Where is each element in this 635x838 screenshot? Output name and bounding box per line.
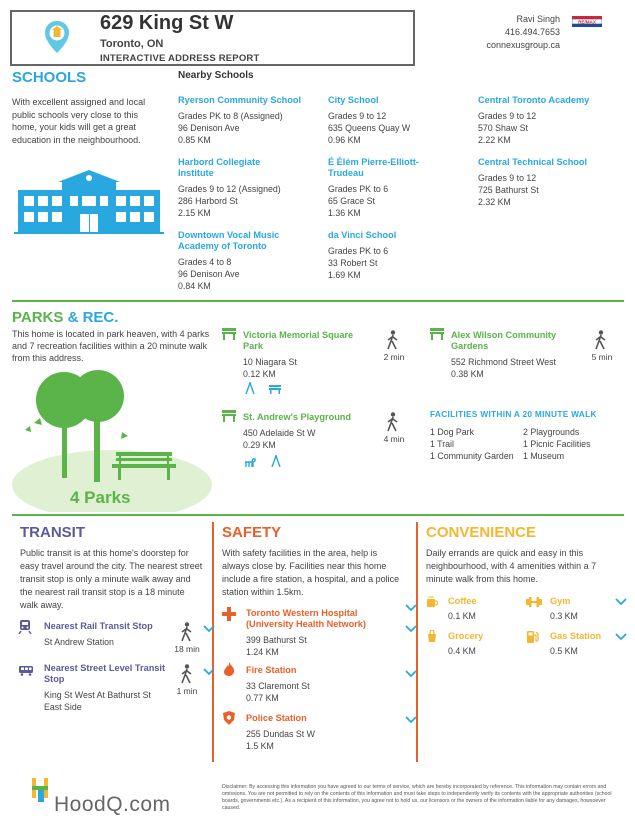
- amenity-distance: 0.1 KM: [448, 611, 476, 621]
- rail-stop-title[interactable]: Nearest Rail Transit Stop: [44, 621, 153, 631]
- park-icon: [222, 410, 236, 422]
- address-city: Toronto, ON: [100, 38, 164, 50]
- school-address: 286 Harbord St: [178, 196, 238, 206]
- street-walk-time: 1 min: [176, 686, 198, 696]
- school-grades: Grades 9 to 12: [478, 111, 537, 121]
- school-grades: Grades PK to 6: [328, 184, 389, 194]
- school-distance: 1.36 KM: [328, 208, 361, 218]
- park-icon: [430, 328, 444, 340]
- brokerage-logo-icon: [572, 14, 602, 30]
- amenity-name[interactable]: Gym: [550, 596, 571, 606]
- school-address: 635 Queens Quay W: [328, 123, 411, 133]
- park-name[interactable]: Victoria Memorial Square Park: [243, 330, 354, 351]
- school-name[interactable]: Harbord Collegiate Institute: [178, 157, 261, 178]
- safety-distance: 1.24 KM: [246, 647, 279, 657]
- street-stop-title[interactable]: Nearest Street Level Transit Stop: [44, 663, 166, 684]
- school-distance: 2.15 KM: [178, 208, 211, 218]
- safety-card[interactable]: [246, 665, 396, 704]
- dog-playground-icons: [243, 455, 283, 467]
- agent-phone[interactable]: 416.494.7653: [504, 27, 560, 37]
- park-address: 10 Niagara St: [243, 357, 297, 367]
- address-title: 629 King St W: [100, 12, 234, 34]
- section-divider: [12, 300, 624, 302]
- school-distance: 2.22 KM: [478, 135, 511, 145]
- chevron-down-icon[interactable]: [203, 625, 215, 633]
- school-address: 33 Robert St: [328, 258, 378, 268]
- convenience-title: CONVENIENCE: [426, 524, 537, 541]
- convenience-intro: Daily errands are quick and easy in this neighbourhood, with 4 amenities within a 7 minute walk from this home.: [426, 548, 597, 584]
- school-name[interactable]: City School: [328, 95, 379, 105]
- gas-station-icon: [527, 630, 539, 643]
- fire-icon: [223, 662, 235, 676]
- school-name[interactable]: Ryerson Community School: [178, 95, 302, 105]
- amenity-name[interactable]: Gas Station: [550, 631, 602, 641]
- school-card[interactable]: [478, 95, 618, 146]
- school-grades: Grades PK to 6: [328, 246, 389, 256]
- school-grades: Grades 9 to 12: [478, 173, 537, 183]
- street-stop-name: King St West At Bathurst St East Side: [44, 690, 151, 712]
- parks-title: [12, 309, 118, 326]
- safety-distance: 0.77 KM: [246, 693, 279, 703]
- school-card[interactable]: [178, 157, 298, 219]
- chevron-down-icon[interactable]: [615, 598, 627, 606]
- park-address: 450 Adelaide St W: [243, 428, 316, 438]
- chevron-down-icon[interactable]: [405, 625, 417, 633]
- playground-bench-icons: [245, 382, 283, 394]
- report-label: INTERACTIVE ADDRESS REPORT: [100, 53, 260, 64]
- park-name[interactable]: Alex Wilson Community Gardens: [451, 330, 557, 351]
- park-card[interactable]: [243, 412, 373, 451]
- facility-item: 1 Picnic Facilities: [523, 439, 591, 449]
- schools-intro: With excellent assigned and local public schools very close to this home, your kids will get a great education in the neighbourhood.: [12, 97, 146, 145]
- gym-icon: [526, 597, 542, 607]
- school-card[interactable]: [178, 95, 318, 146]
- school-card[interactable]: [328, 95, 458, 146]
- amenity-name[interactable]: Grocery: [448, 631, 484, 641]
- park-walk-time: 4 min: [383, 434, 405, 444]
- school-grades: Grades 9 to 12 (Assigned): [178, 184, 281, 194]
- school-distance: 1.69 KM: [328, 270, 361, 280]
- hospital-icon: [222, 607, 236, 621]
- school-name[interactable]: da Vinci School: [328, 230, 397, 240]
- street-stop-card[interactable]: [44, 663, 169, 713]
- police-badge-icon: [223, 711, 235, 725]
- parks-title-main: PARKS: [12, 309, 64, 326]
- school-name[interactable]: É Élém Pierre-Elliott-Trudeau: [328, 157, 419, 178]
- park-card[interactable]: [243, 330, 373, 380]
- walk-icon: [594, 330, 608, 350]
- school-address: 65 Grace St: [328, 196, 375, 206]
- amenity-card[interactable]: [448, 631, 483, 657]
- school-distance: 2.32 KM: [478, 197, 511, 207]
- chevron-down-icon[interactable]: [203, 668, 215, 676]
- parks-intro: This home is located in park heaven, with 4 parks and 7 recreation facilities within a 20 minute walk from this address.: [12, 329, 210, 363]
- safety-address: 33 Claremont St: [246, 681, 310, 691]
- school-name[interactable]: Central Toronto Academy: [478, 95, 590, 105]
- agent-name: Ravi Singh: [516, 14, 560, 24]
- chevron-down-icon[interactable]: [405, 716, 417, 724]
- walk-icon: [386, 412, 400, 432]
- school-address: 725 Bathurst St: [478, 185, 539, 195]
- hoodq-logo-icon: [30, 776, 54, 804]
- school-building-icon: [14, 168, 164, 234]
- facility-item: 1 Trail: [430, 439, 454, 449]
- school-address: 570 Shaw St: [478, 123, 528, 133]
- facility-item: 1 Community Garden: [430, 451, 514, 461]
- school-card[interactable]: [178, 230, 303, 292]
- facilities-title: FACILITIES WITHIN A 20 MINUTE WALK: [430, 409, 597, 419]
- chevron-down-icon[interactable]: [405, 604, 417, 612]
- school-card[interactable]: [478, 157, 618, 208]
- amenity-card[interactable]: [448, 596, 477, 622]
- facility-list-left: [430, 426, 525, 462]
- walk-icon: [386, 330, 400, 350]
- transit-title: TRANSIT: [20, 524, 85, 541]
- amenity-distance: 0.5 KM: [550, 646, 578, 656]
- parks-title-rec: & REC.: [63, 309, 119, 326]
- facility-item: 2 Playgrounds: [523, 427, 580, 437]
- location-pin-icon: [44, 20, 70, 54]
- rail-walk-time: 18 min: [174, 644, 200, 654]
- school-grades: Grades PK to 8 (Assigned): [178, 111, 283, 121]
- park-card[interactable]: [451, 330, 581, 380]
- walk-icon: [180, 622, 194, 642]
- column-divider: [212, 522, 214, 762]
- school-name[interactable]: Central Technical School: [478, 157, 588, 167]
- rail-stop-card[interactable]: [44, 621, 169, 648]
- column-divider: [416, 522, 418, 762]
- school-card[interactable]: [328, 230, 458, 281]
- school-card[interactable]: [328, 157, 438, 219]
- park-icon: [222, 328, 236, 340]
- safety-distance: 1.5 KM: [246, 741, 274, 751]
- safety-title: SAFETY: [222, 524, 282, 541]
- safety-card[interactable]: [246, 713, 396, 752]
- school-grades: Grades 9 to 12: [328, 111, 387, 121]
- amenity-name[interactable]: Coffee: [448, 596, 477, 606]
- parks-count: 4 Parks: [70, 488, 131, 507]
- grocery-icon: [426, 630, 438, 642]
- school-distance: 0.85 KM: [178, 135, 211, 145]
- facility-item: 1 Dog Park: [430, 427, 475, 437]
- school-address: 96 Denison Ave: [178, 269, 240, 279]
- schools-title: SCHOOLS: [12, 69, 87, 86]
- park-distance: 0.38 KM: [451, 369, 484, 379]
- agent-website[interactable]: connexusgroup.ca: [486, 40, 560, 50]
- coffee-icon: [426, 596, 438, 608]
- school-name[interactable]: Downtown Vocal Music Academy of Toronto: [178, 230, 280, 251]
- chevron-down-icon[interactable]: [405, 670, 417, 678]
- svg-text:RE/MAX: RE/MAX: [578, 19, 596, 25]
- park-address: 552 Richmond Street West: [451, 357, 556, 367]
- amenity-card[interactable]: [550, 596, 578, 622]
- amenity-distance: 0.4 KM: [448, 646, 476, 656]
- safety-name[interactable]: Police Station: [246, 713, 307, 723]
- train-icon: [18, 620, 32, 634]
- nearby-schools-label: Nearby Schools: [178, 70, 254, 81]
- walk-icon: [180, 664, 194, 684]
- facility-list-right: [523, 426, 623, 462]
- rail-stop-name: St Andrew Station: [44, 637, 114, 647]
- section-divider: [12, 514, 624, 516]
- amenity-card[interactable]: [550, 631, 601, 657]
- park-name[interactable]: St. Andrew's Playground: [243, 412, 352, 422]
- park-distance: 0.12 KM: [243, 369, 276, 379]
- school-distance: 0.84 KM: [178, 281, 211, 291]
- hoodq-brand[interactable]: HoodQ.com: [54, 793, 171, 816]
- safety-intro: With safety facilities in the area, help is always close by. Facilities near this home include a fire station, a hospital, and a police station within 1.5km.: [222, 548, 400, 597]
- chevron-down-icon[interactable]: [615, 633, 627, 641]
- school-address: 96 Denison Ave: [178, 123, 240, 133]
- disclaimer-text: Disclaimer: By accessing this information you have agreed to our terms of service, which are hereby incorporated by reference. This information may contain errors and omissions. You are not permitted to rely on the contents of this information and must take steps to independently verify its contents with the appropriate authorities (school boards, governments etc.). As a recipient of this information, you agree not to hold us, our licensors or the owners of the information liable for any damages, howsoever caused.: [222, 784, 612, 811]
- safety-card[interactable]: [246, 608, 406, 658]
- school-grades: Grades 4 to 8: [178, 257, 232, 267]
- transit-intro: Public transit is at this home's doorstep for easy travel around the city. The nearest street transit stop is only a minute walk away and the nearest rail transit stop is a 18 minute walk away.: [20, 548, 203, 610]
- streetcar-icon: [18, 664, 34, 676]
- school-distance: 0.96 KM: [328, 135, 361, 145]
- safety-name[interactable]: Toronto Western Hospital (University Health Network): [246, 608, 366, 629]
- facility-item: 1 Museum: [523, 451, 565, 461]
- amenity-distance: 0.3 KM: [550, 611, 578, 621]
- safety-name[interactable]: Fire Station: [246, 665, 297, 675]
- safety-address: 255 Dundas St W: [246, 729, 315, 739]
- park-distance: 0.29 KM: [243, 440, 276, 450]
- safety-address: 399 Bathurst St: [246, 635, 307, 645]
- park-walk-time: 2 min: [383, 352, 405, 362]
- park-walk-time: 5 min: [591, 352, 613, 362]
